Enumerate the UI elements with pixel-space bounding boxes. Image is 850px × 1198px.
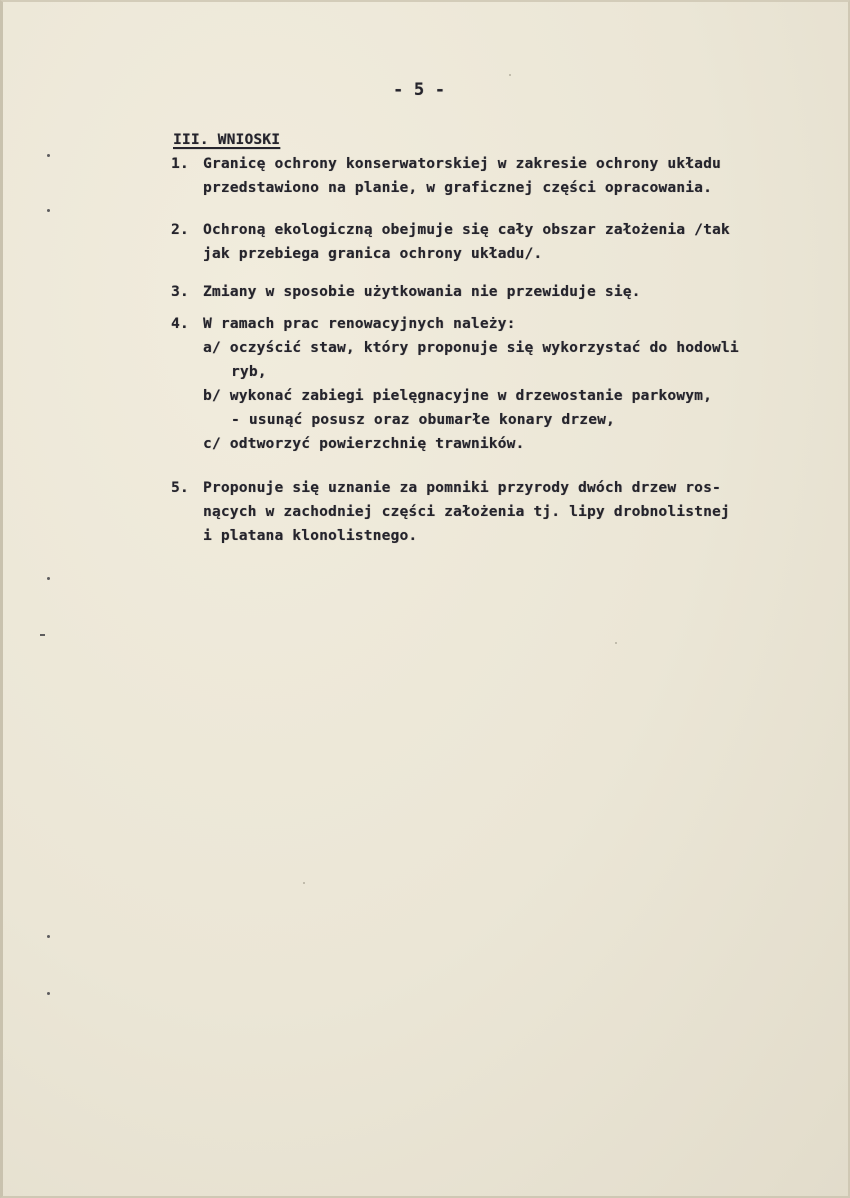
conclusion-item-4 bbox=[171, 312, 831, 456]
item-text-line: i platana klonolistnego. bbox=[203, 528, 418, 544]
margin-mark bbox=[47, 992, 50, 995]
section-heading: III. WNIOSKI bbox=[173, 132, 281, 148]
subitem-b-line: b/ wykonać zabiegi pielęgnacyjne w drzewostanie parkowym, bbox=[203, 388, 712, 404]
item-number: 5. bbox=[171, 480, 189, 496]
item-text-line: nących w zachodniej części założenia tj. lipy drobnolistnej bbox=[203, 504, 730, 520]
item-text-line: Zmiany w sposobie użytkowania nie przewiduje się. bbox=[203, 284, 641, 300]
paper-speck bbox=[615, 642, 617, 644]
conclusion-item-5 bbox=[171, 476, 831, 548]
margin-mark bbox=[47, 209, 50, 212]
item-number: 4. bbox=[171, 316, 189, 332]
conclusion-item-3 bbox=[171, 280, 831, 304]
item-number: 3. bbox=[171, 284, 189, 300]
conclusion-item-2 bbox=[171, 218, 831, 266]
item-text-line: przedstawiono na planie, w graficznej części opracowania. bbox=[203, 180, 712, 196]
margin-mark bbox=[47, 935, 50, 938]
item-text-line: jak przebiega granica ochrony układu/. bbox=[203, 246, 543, 262]
page-number: - 5 - bbox=[393, 80, 446, 100]
item-number: 1. bbox=[171, 156, 189, 172]
item-text-line: W ramach prac renowacyjnych należy: bbox=[203, 316, 516, 332]
conclusion-item-1 bbox=[171, 152, 831, 200]
margin-mark bbox=[47, 154, 50, 157]
item-text-line: Ochroną ekologiczną obejmuje się cały obszar założenia /tak bbox=[203, 222, 730, 238]
item-text-line: Proponuje się uznanie za pomniki przyrody dwóch drzew ros- bbox=[203, 480, 721, 496]
subitem-a-continuation: ryb, bbox=[231, 364, 267, 380]
margin-mark bbox=[40, 634, 45, 636]
item-number: 2. bbox=[171, 222, 189, 238]
paper-speck bbox=[509, 74, 511, 76]
subitem-c-line: c/ odtworzyć powierzchnię trawników. bbox=[203, 436, 525, 452]
item-text-line: Granicę ochrony konserwatorskiej w zakresie ochrony układu bbox=[203, 156, 721, 172]
subitem-b-continuation: - usunąć posusz oraz obumarłe konary drzew, bbox=[231, 412, 615, 428]
paper-speck bbox=[303, 882, 305, 884]
margin-mark bbox=[47, 577, 50, 580]
subitem-a-line: a/ oczyścić staw, który proponuje się wykorzystać do hodowli bbox=[203, 340, 739, 356]
